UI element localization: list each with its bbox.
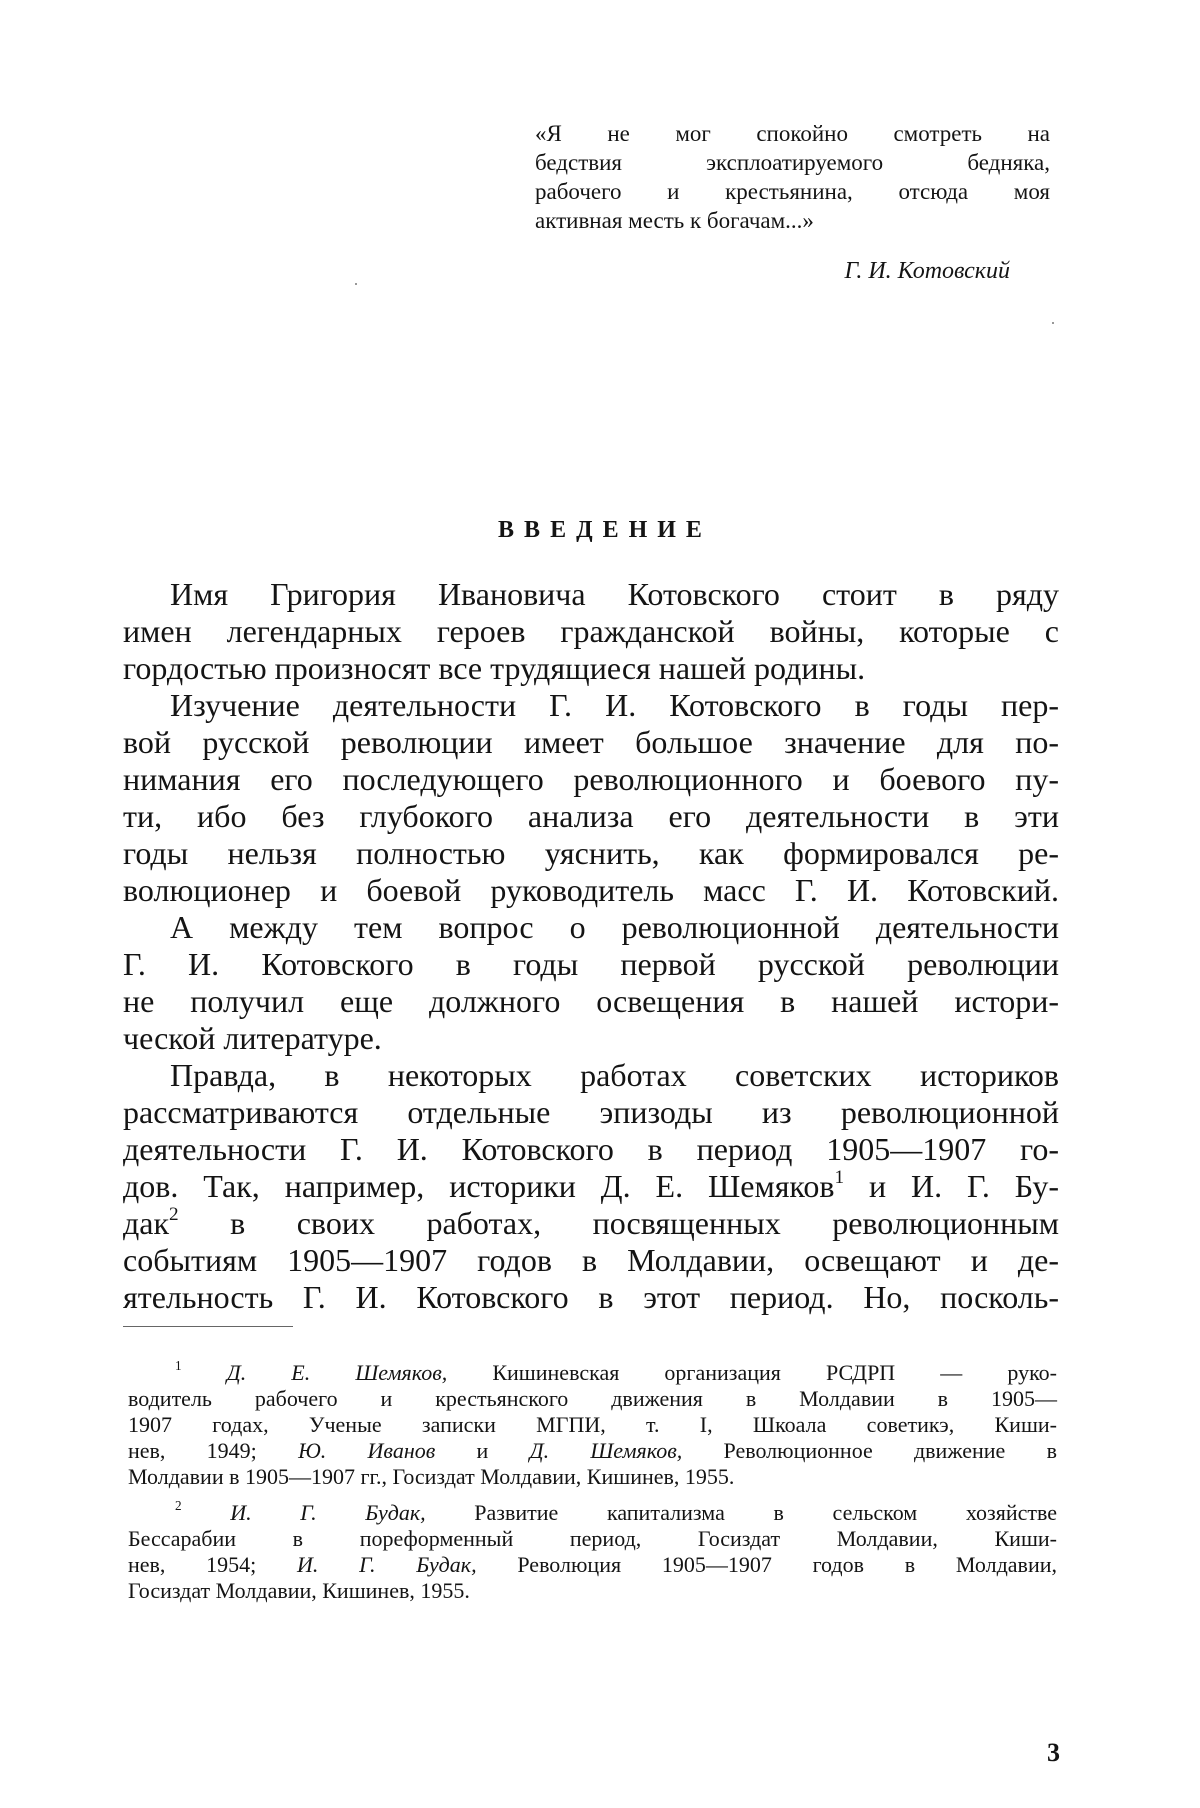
footnote-text: нев, 1954; <box>128 1552 298 1577</box>
footnote-separator <box>123 1326 293 1327</box>
epigraph-line: «Я не мог спокойно смотреть на <box>535 121 1050 146</box>
body-line: годы нельзя полностью уяснить, как формировался ре- <box>123 835 1059 871</box>
footnote-author: Ю. Иванов <box>298 1438 436 1463</box>
footnote-line <box>128 1438 1057 1464</box>
body-line: А между тем вопрос о революционной деятельности <box>170 909 1059 945</box>
body-line: Изучение деятельности Г. И. Котовского в годы пер- <box>170 687 1059 723</box>
footnote-line: Бессарабии в пореформенный период, Госиздат Молдавии, Киши- <box>128 1526 1057 1551</box>
body-line: рассматриваются отдельные эпизоды из революционной <box>123 1094 1059 1130</box>
scan-speck <box>355 283 357 285</box>
body-line: ятельность Г. И. Котовского в этот период. Но, посколь- <box>123 1279 1059 1315</box>
body-line: имен легендарных героев гражданской войны, которые с <box>123 613 1059 649</box>
footnote-text: Кишиневская организация РСДРП — руко- <box>447 1360 1057 1385</box>
epigraph-author: Г. И. Котовский <box>844 258 1010 284</box>
epigraph-line: бедствия эксплоатируемого бедняка, <box>535 150 1050 175</box>
footnote-author: Д. Шемяков, <box>529 1438 683 1463</box>
footnote-text: Развитие капитализма в сельском хозяйстве <box>425 1500 1057 1525</box>
body-line: событиям 1905—1907 годов в Молдавии, освещают и де- <box>123 1242 1059 1278</box>
scan-speck <box>1052 322 1054 324</box>
body-text-segment: в своих работах, посвященных революционным <box>230 1205 1060 1241</box>
body-line: не получил еще должного освещения в нашей истори- <box>123 983 1059 1019</box>
body-text-segment: дов. Так, например, историки Д. Е. Шемяков <box>123 1168 835 1204</box>
page-number: 3 <box>1047 1738 1060 1767</box>
footnote-2 <box>175 1500 1057 1526</box>
body-line: гордостью произносят все трудящиеся нашей родины. <box>123 650 866 686</box>
footnote-line: Госиздат Молдавии, Кишинев, 1955. <box>128 1578 470 1603</box>
body-text-segment: и И. Г. Бу- <box>868 1168 1060 1204</box>
footnote-number: 2 <box>175 1498 182 1514</box>
footnote-text: и <box>435 1438 530 1463</box>
footnote-text: Революция 1905—1907 годов в Молдавии, <box>476 1552 1057 1577</box>
body-line: Г. И. Котовского в годы первой русской революции <box>123 946 1059 982</box>
footnote-ref-1[interactable]: 1 <box>834 1167 845 1189</box>
body-line: Правда, в некоторых работах советских историков <box>170 1057 1059 1093</box>
footnote-line: водитель рабочего и крестьянского движения в Молдавии в 1905— <box>128 1386 1057 1411</box>
epigraph-line: активная месть к богачам...» <box>535 208 814 233</box>
footnote-ref-2[interactable]: 2 <box>169 1204 179 1226</box>
body-line <box>123 1168 1059 1205</box>
footnote-1 <box>175 1360 1057 1386</box>
footnote-line <box>128 1552 1057 1578</box>
footnote-line: 1907 годах, Ученые записки МГПИ, т. I, Шкоала советикэ, Киши- <box>128 1412 1057 1437</box>
body-line: Имя Григория Ивановича Котовского стоит в ряду <box>170 576 1059 612</box>
body-line: ти, ибо без глубокого анализа его деятельности в эти <box>123 798 1059 834</box>
body-line: нимания его последующего революционного и боевого пу- <box>123 761 1059 797</box>
body-line: вой русской революции имеет большое значение для по- <box>123 724 1059 760</box>
body-line: волюционер и боевой руководитель масс Г. И. Котовский. <box>123 872 1059 908</box>
body-text-segment: дак <box>123 1205 170 1241</box>
footnote-author: И. Г. Будак, <box>230 1500 426 1525</box>
footnote-text: нев, 1949; <box>128 1438 299 1463</box>
footnote-author: Д. Е. Шемяков, <box>226 1360 448 1385</box>
footnote-number: 1 <box>175 1358 182 1374</box>
epigraph-line: рабочего и крестьянина, отсюда моя <box>535 179 1050 204</box>
body-line: деятельности Г. И. Котовского в период 1905—1907 го- <box>123 1131 1059 1167</box>
footnote-author: И. Г. Будак, <box>297 1552 477 1577</box>
footnote-line: Молдавии в 1905—1907 гг., Госиздат Молдавии, Кишинев, 1955. <box>128 1464 735 1489</box>
body-line: ческой литературе. <box>123 1020 382 1056</box>
body-line <box>123 1205 1059 1242</box>
section-heading: ВВЕДЕНИЕ <box>498 517 712 543</box>
footnote-text: Революционное движение в <box>682 1438 1057 1463</box>
